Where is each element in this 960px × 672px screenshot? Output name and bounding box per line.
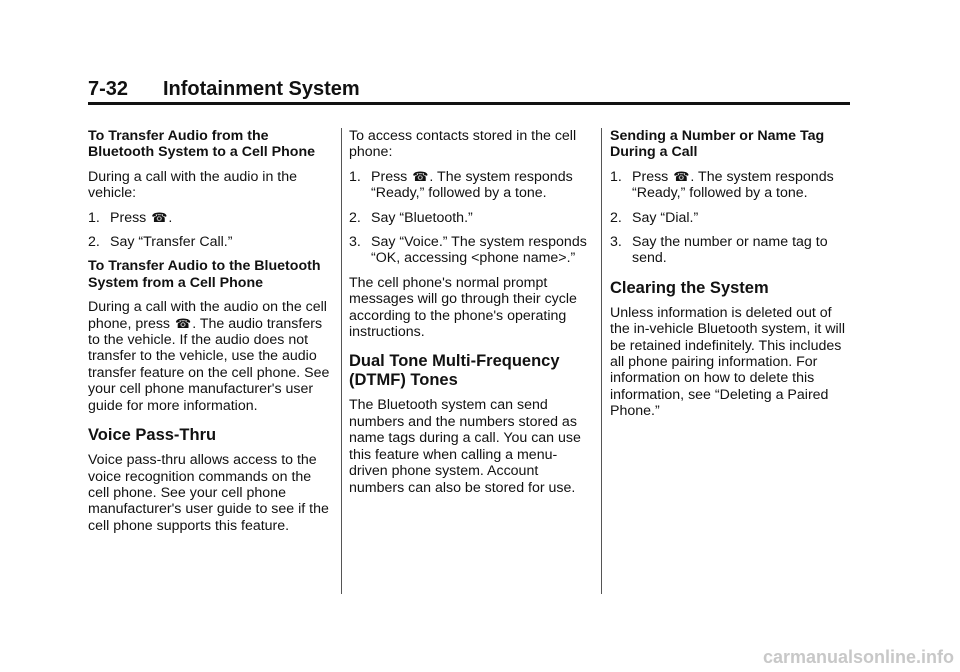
list-text: Say “Voice.” The system responds “OK, accessing <phone name>.” bbox=[371, 234, 587, 267]
list-number: 1. bbox=[349, 168, 361, 185]
list-text: Press bbox=[110, 209, 151, 226]
list-text: Say the number or name tag to send. bbox=[632, 234, 828, 267]
phone-icon: ☎ bbox=[151, 209, 168, 225]
section-title: Infotainment System bbox=[163, 78, 360, 100]
list-item bbox=[349, 234, 594, 267]
watermark: carmanualsonline.info bbox=[762, 647, 954, 667]
list-text: Say “Dial.” bbox=[632, 209, 699, 226]
subheading-sending-number: Sending a Number or Name Tag During a Call bbox=[610, 128, 825, 161]
list-item bbox=[349, 210, 594, 226]
heading-dtmf-tones: Dual Tone Multi-Frequency (DTMF) Tones bbox=[349, 352, 560, 390]
list-text: . bbox=[168, 209, 173, 226]
list-text: . The system responds “Ready,” followed by a tone. bbox=[632, 168, 834, 202]
phone-icon: ☎ bbox=[412, 168, 429, 184]
list-text: . The system responds “Ready,” followed by a tone. bbox=[371, 168, 573, 202]
list-number: 3. bbox=[610, 234, 622, 251]
heading-voice-pass-thru: Voice Pass-Thru bbox=[88, 426, 217, 445]
list-item bbox=[88, 210, 333, 226]
paragraph-text: . The audio transfers to the vehicle. If the audio does not transfer to the vehicle, use the audio transfer feature on the cell phone. See your cell phone manufacturer's user guide for more information. bbox=[88, 315, 330, 414]
header-rule bbox=[88, 102, 850, 105]
list-number: 1. bbox=[88, 209, 100, 226]
paragraph bbox=[88, 299, 333, 414]
phone-icon: ☎ bbox=[174, 315, 192, 331]
list-text: Say “Transfer Call.” bbox=[110, 234, 233, 251]
list-text: Press bbox=[632, 168, 673, 185]
column-3 bbox=[610, 128, 850, 428]
list-item bbox=[610, 169, 850, 202]
page-number: 7-32 bbox=[88, 78, 129, 100]
list-item bbox=[610, 234, 850, 267]
paragraph: The Bluetooth system can send numbers and the numbers stored as name tags during a call. You can use this feature when calling a menu-driven phone system. Account numbers can also be stored for use. bbox=[349, 397, 581, 496]
subheading-transfer-to-bluetooth: To Transfer Audio to the Bluetooth System from a Cell Phone bbox=[88, 258, 321, 291]
list-number: 2. bbox=[349, 209, 361, 226]
list-number: 2. bbox=[610, 209, 622, 226]
list-item bbox=[349, 169, 594, 202]
column-1 bbox=[88, 128, 333, 542]
column-divider-2 bbox=[601, 128, 602, 594]
list-item bbox=[88, 234, 333, 250]
column-2 bbox=[349, 128, 594, 504]
list-number: 3. bbox=[349, 234, 361, 251]
list-text: Say “Bluetooth.” bbox=[371, 209, 473, 226]
heading-clearing-system: Clearing the System bbox=[610, 278, 769, 297]
list-number: 2. bbox=[88, 234, 100, 251]
paragraph: During a call with the audio in the vehicle: bbox=[88, 168, 297, 202]
list-text: Press bbox=[371, 168, 412, 185]
paragraph-text: During a call with the audio on the cell phone, press bbox=[88, 299, 327, 332]
column-divider-1 bbox=[341, 128, 342, 594]
paragraph: To access contacts stored in the cell phone: bbox=[349, 128, 577, 161]
paragraph: Unless information is deleted out of the in-vehicle Bluetooth system, it will be retained indefinitely. This includes all phone pairing information. For information on how to delete this information, see “Deleting a Paired Phone.” bbox=[610, 304, 845, 420]
list-number: 1. bbox=[610, 168, 622, 185]
list-item bbox=[610, 210, 850, 226]
subheading-transfer-to-phone: To Transfer Audio from the Bluetooth System to a Cell Phone bbox=[88, 128, 316, 161]
paragraph: The cell phone's normal prompt messages will go through their cycle according to the phone's operating instructions. bbox=[349, 274, 577, 341]
paragraph: Voice pass-thru allows access to the voice recognition commands on the cell phone. See your cell phone manufacturer's user guide to see if the cell phone supports this feature. bbox=[88, 452, 329, 534]
phone-icon: ☎ bbox=[673, 168, 690, 184]
